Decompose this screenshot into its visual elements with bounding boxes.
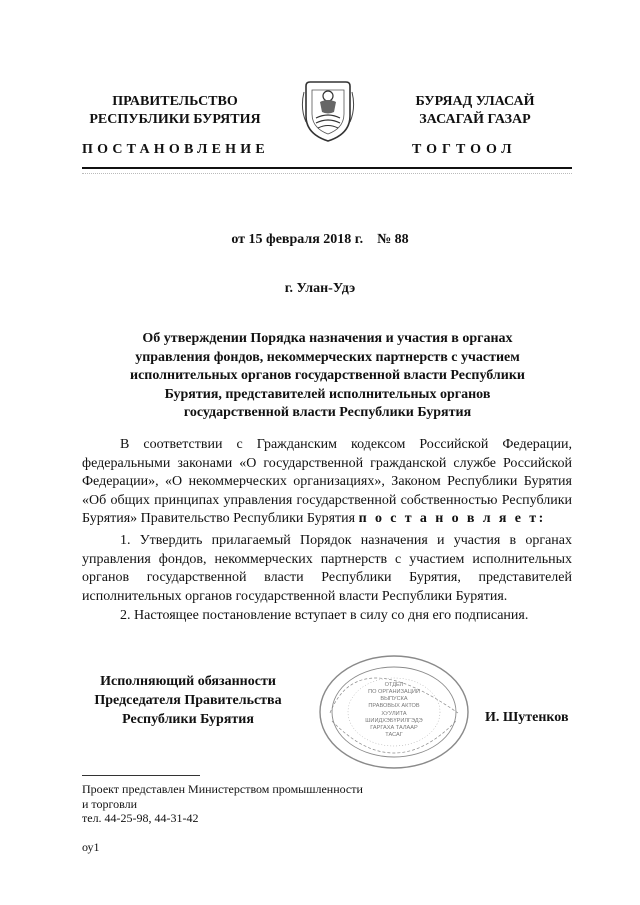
signatory-position — [82, 672, 294, 729]
doc-type-ru: ПОСТАНОВЛЕНИЕ — [82, 142, 269, 157]
official-seal — [318, 653, 470, 771]
seal-line-4: ПРАВОВЫХ АКТОВ — [368, 703, 420, 709]
document-date: от 15 февраля 2018 г. — [231, 232, 364, 247]
item-2: 2. Настоящее постановление вступает в силу со дня его подписания. — [120, 608, 529, 623]
header-rule — [82, 167, 572, 169]
footer-line1: Проект представлен Министерством промышленности — [82, 782, 363, 796]
preamble-text: В соответствии с Гражданским кодексом Российской Федерации, федеральными законами «О государственной гражданской службе Российской Федерации», «О некоммерческих организациях», Законом Республики Бурятия «Об общих принципах управления государственной собственностью Республики Бурятия» Правительство Республики Бурятия — [82, 437, 572, 526]
footer-rule — [82, 775, 200, 776]
signatory-line1: Исполняющий обязанности — [100, 674, 276, 689]
document-number: № 88 — [377, 232, 409, 247]
footer-note — [82, 782, 412, 826]
header-left-line1: ПРАВИТЕЛЬСТВО — [112, 94, 238, 109]
preamble-paragraph — [82, 436, 572, 529]
header-left — [80, 93, 270, 129]
signatory-line3: Республики Бурятия — [122, 712, 254, 727]
signatory-line2: Председателя Правительства — [94, 693, 282, 708]
header-right-line1: БУРЯАД УЛАСАЙ — [415, 94, 535, 109]
footer-line2: и торговли — [82, 796, 138, 811]
seal-line-3: ВЫПУСКА — [380, 696, 408, 702]
header-right — [380, 93, 570, 129]
seal-line-2: ПО ОРГАНИЗАЦИИ — [368, 689, 420, 695]
coat-of-arms-icon — [300, 78, 356, 144]
header-left-line2: РЕСПУБЛИКИ БУРЯТИЯ — [89, 112, 261, 127]
seal-line-1: ОТДЕЛ — [384, 682, 404, 688]
header-dotted-rule — [82, 173, 572, 174]
header-right-line2: ЗАСАГАЙ ГАЗАР — [419, 112, 531, 127]
date-number-line — [0, 232, 640, 248]
seal-line-5: ХУУЛИТА — [381, 711, 407, 717]
footer-phone: тел. 44-25-98, 44-31-42 — [82, 811, 199, 825]
seal-line-8: ТАСАГ — [385, 732, 403, 738]
city: г. Улан-Удэ — [284, 281, 356, 296]
document-title: Об утверждении Порядка назначения и участия в органах управления фондов, некоммерческих партнерств с участием исполнительных органов государственной власти Республики Бурятия, представителей исполнительных органов государственной власти Республики Бурятия — [130, 331, 525, 420]
signatory-name: И. Шутенков — [485, 710, 569, 725]
decree-word: п о с т а н о в л я е т: — [358, 511, 546, 526]
seal-line-6: ШИИДХЭБҮРИЛГЭДЭ — [365, 718, 423, 724]
item-1: 1. Утвердить прилагаемый Порядок назначения и участия в органах управления фондов, некоммерческих партнерств с участием исполнительных органов государственной власти Республики Бурятия, представителей исполнительных органов государственной власти Республики Бурятия. — [82, 533, 572, 604]
doc-type-bua: ТОГТООЛ — [412, 142, 517, 157]
seal-line-7: ГАРГАХА ТАЛААР — [370, 725, 418, 731]
document-code: оу1 — [82, 840, 100, 854]
